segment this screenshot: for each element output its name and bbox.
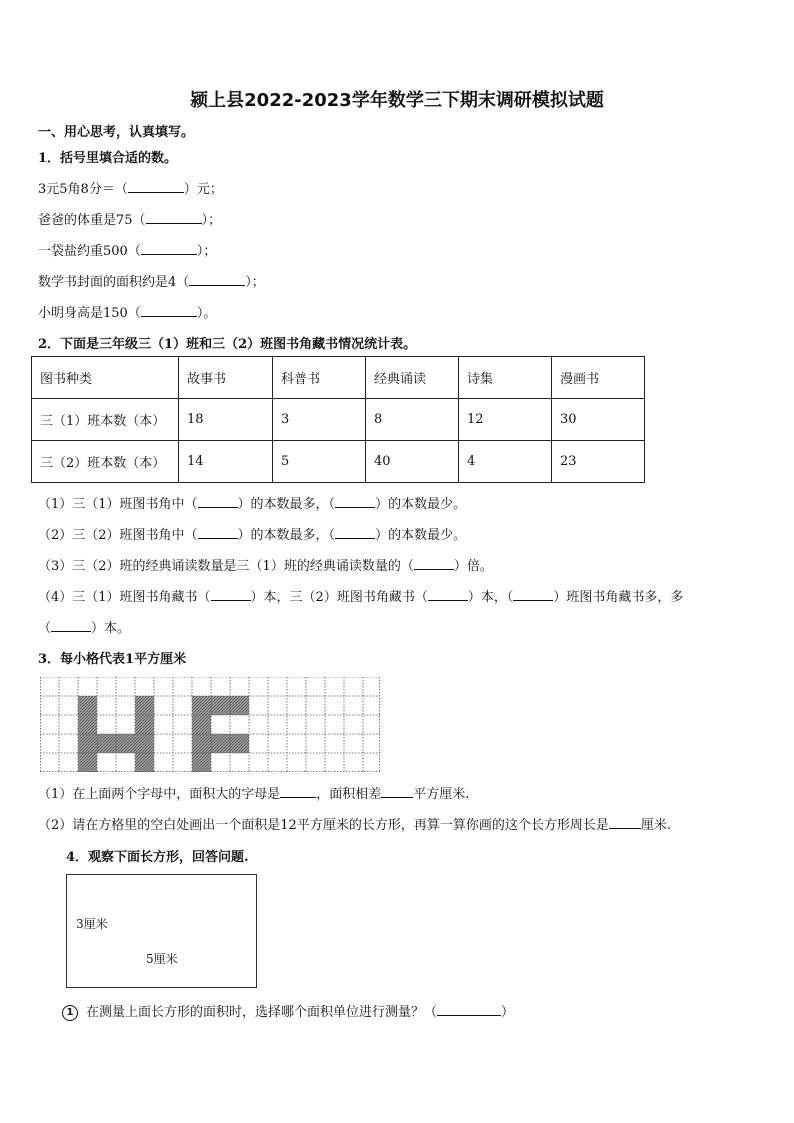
width-label: 5厘米 [146, 952, 178, 966]
square-grid[interactable] [40, 677, 380, 772]
q2-sub4-cont: （ ）本。 [38, 621, 131, 636]
section-heading: 一、用心思考，认真填写。 [38, 125, 195, 140]
q4-sub1: 1 在测量上面长方形的面积时，选择哪个面积单位进行测量？（ ） [62, 1001, 514, 1021]
answer-blank[interactable] [141, 242, 197, 255]
q1-line-4: 数学书封面的面积约是4（ ）； [38, 275, 265, 290]
answer-blank[interactable] [128, 180, 184, 193]
q1-line-5: 小明身高是150（ ）。 [38, 306, 217, 321]
answer-blank[interactable] [381, 785, 413, 798]
table-header-cell: 漫画书 [552, 357, 645, 399]
answer-blank[interactable] [198, 526, 238, 539]
rectangle-figure [66, 874, 257, 988]
q1-stem: 1．括号里填合适的数。 [38, 151, 178, 166]
table-header-cell: 故事书 [179, 357, 273, 399]
q3-stem: 3．每小格代表1平方厘米 [38, 652, 187, 667]
table-cell: 5 [273, 441, 366, 483]
table-cell: 3 [273, 399, 366, 441]
table-header-row [32, 357, 645, 399]
q2-sub1: （1）三（1）班图书角中（ ）的本数最多，（ ）的本数最少。 [38, 497, 467, 512]
q2-stem: 2．下面是三年级三（1）班和三（2）班图书角藏书情况统计表。 [38, 337, 417, 352]
book-stats-table [31, 356, 645, 483]
q2-sub3: （3）三（2）班的经典诵读数量是三（1）班的经典诵读数量的（ ）倍。 [38, 559, 493, 574]
table-cell: 40 [366, 441, 459, 483]
table-cell: 18 [179, 399, 273, 441]
table-cell: 30 [552, 399, 645, 441]
page-title: 颍上县2022-2023学年数学三下期末调研模拟试题 [190, 90, 604, 111]
answer-blank[interactable] [141, 304, 197, 317]
answer-blank[interactable] [198, 495, 238, 508]
q3-sub2: （2）请在方格里的空白处画出一个面积是12平方厘米的长方形，再算一算你画的这个长方形周长是 厘米. [38, 818, 671, 833]
q1-line-3: 一袋盐约重500（ ）； [38, 244, 217, 259]
table-cell: 14 [179, 441, 273, 483]
table-row [32, 399, 645, 441]
table-cell: 三（1）班本数（本） [32, 399, 179, 441]
table-cell: 23 [552, 441, 645, 483]
answer-blank[interactable] [280, 785, 316, 798]
answer-blank[interactable] [335, 526, 375, 539]
answer-blank[interactable] [428, 588, 468, 601]
table-cell: 8 [366, 399, 459, 441]
answer-blank[interactable] [146, 211, 202, 224]
q1-line-1: 3元5角8分＝（ ）元； [38, 182, 223, 197]
circled-number: 1 [62, 1005, 78, 1021]
answer-blank[interactable] [211, 588, 251, 601]
table-cell: 三（2）班本数（本） [32, 441, 179, 483]
answer-blank[interactable] [51, 619, 91, 632]
q2-sub2: （2）三（2）班图书角中（ ）的本数最多，（ ）的本数最少。 [38, 528, 467, 543]
table-header-cell: 科普书 [273, 357, 366, 399]
table-header-cell: 诗集 [459, 357, 552, 399]
answer-blank[interactable] [437, 1003, 501, 1016]
answer-blank[interactable] [189, 273, 245, 286]
q1-line-2: 爸爸的体重是75（ ）； [38, 213, 222, 228]
table-header-cell: 经典诵读 [366, 357, 459, 399]
q2-sub4: （4）三（1）班图书角藏书（ ）本，三（2）班图书角藏书（ ）本，（ ）班图书角藏书多，多 [38, 590, 684, 605]
table-cell: 12 [459, 399, 552, 441]
answer-blank[interactable] [513, 588, 553, 601]
answer-blank[interactable] [609, 816, 641, 829]
answer-blank[interactable] [414, 557, 454, 570]
q4-stem: 4．观察下面长方形，回答问题. [66, 850, 249, 865]
height-label: 3厘米 [76, 917, 108, 931]
answer-blank[interactable] [335, 495, 375, 508]
table-row [32, 441, 645, 483]
table-cell: 4 [459, 441, 552, 483]
table-header-cell: 图书种类 [32, 357, 179, 399]
q3-sub1: （1）在上面两个字母中，面积大的字母是 ，面积相差 平方厘米. [38, 787, 470, 802]
